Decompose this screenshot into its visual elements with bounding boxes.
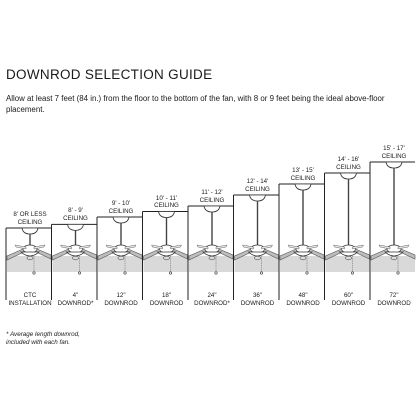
light-kit <box>158 252 176 256</box>
ceiling-word: CEILING <box>381 152 407 160</box>
downrod-length-label <box>278 292 328 307</box>
fan-blade <box>152 245 163 249</box>
downrod-word: INSTALLATION <box>8 299 52 307</box>
pull-chain-fob <box>397 272 399 274</box>
downrod-length-label <box>5 292 55 307</box>
downrod-length-label <box>369 292 416 307</box>
ceiling-height-label <box>233 178 283 193</box>
fan-blade <box>288 245 299 249</box>
fan-blade <box>125 245 136 249</box>
light-finial <box>255 256 261 260</box>
canopy <box>295 184 311 190</box>
pull-chain-fob <box>215 272 217 274</box>
fan-blade <box>171 245 182 249</box>
downrod-length-label <box>142 292 192 307</box>
pull-chain-fob <box>169 272 171 274</box>
downrod-length-label <box>51 292 101 307</box>
downrod-length: 72" <box>389 292 399 299</box>
fan-blade <box>61 245 72 249</box>
fan-blade <box>216 245 227 249</box>
ceiling-range: 10' - 11' <box>155 194 178 202</box>
downrod-word: DOWNROD* <box>57 299 94 307</box>
fan-blade <box>379 245 390 249</box>
downrod-length: 18" <box>161 292 172 299</box>
downrod-length-label <box>324 292 374 307</box>
ceiling-word: CEILING <box>17 218 43 226</box>
guide-title: DOWNROD SELECTION GUIDE <box>6 67 213 82</box>
light-finial <box>118 256 124 260</box>
light-kit <box>385 252 403 256</box>
downrod-length: 48" <box>298 292 308 299</box>
fan-blade <box>398 245 409 249</box>
ceiling-word: CEILING <box>290 174 316 182</box>
guide-description: Allow at least 7 feet (84 in.) from the floor to the bottom of the fan, with 8 or 9 feet being the ideal above-floor placement. <box>6 94 385 114</box>
footnote-line-2: included with each fan. <box>6 338 71 346</box>
ceiling-word: CEILING <box>245 185 270 193</box>
ceiling-range: 11' - 12' <box>201 189 223 196</box>
canopy <box>159 212 175 218</box>
downrod-word: DOWNROD <box>104 299 138 307</box>
ceiling-word: CEILING <box>108 207 134 215</box>
light-kit <box>249 252 267 256</box>
ceiling-range: 15' - 17' <box>383 145 405 152</box>
canopy <box>341 173 357 179</box>
downrod-length: 4" <box>72 292 79 299</box>
fan-blade <box>80 245 91 249</box>
downrod-length-label <box>96 292 146 307</box>
downrod-word: DOWNROD <box>240 299 275 307</box>
pull-chain-fob <box>260 272 262 274</box>
light-kit <box>112 252 130 256</box>
canopy <box>204 206 220 212</box>
fan-blade <box>197 245 208 249</box>
fan-blade <box>106 245 117 249</box>
fan-blade <box>262 245 273 249</box>
ceiling-height-label <box>96 200 146 215</box>
light-kit <box>294 252 312 256</box>
ceiling-range: 12' - 14' <box>246 178 269 185</box>
ceiling-word: CEILING <box>199 196 225 204</box>
ceiling-height-label <box>142 195 192 210</box>
ceiling-range: 8' OR LESS <box>13 211 47 218</box>
downrod-length-label <box>187 292 237 307</box>
ceiling-height-label <box>187 189 237 204</box>
ceiling-height-label <box>51 207 101 222</box>
ceiling-range: 9' - 10' <box>111 200 131 207</box>
downrod-word: DOWNROD <box>377 299 411 307</box>
downrod-word: DOWNROD <box>286 299 320 307</box>
downrod-length: CTC <box>23 292 37 299</box>
ceiling-range: 13' - 15' <box>292 167 314 174</box>
footnote-line-1: * Average length downrod, <box>6 331 80 338</box>
light-finial <box>27 256 33 260</box>
ceiling-word: CEILING <box>154 202 179 210</box>
light-finial <box>164 256 170 260</box>
ceiling-height-label <box>278 167 328 182</box>
light-finial <box>391 256 397 260</box>
light-finial <box>300 256 306 260</box>
pull-chain-fob <box>78 272 80 274</box>
ceiling-height-label <box>324 156 374 171</box>
fan-blade <box>353 245 364 249</box>
ceiling-word: CEILING <box>63 214 88 222</box>
downrod-length: 12" <box>116 292 126 299</box>
light-kit <box>340 252 358 256</box>
fan-blade <box>34 245 45 249</box>
fan-blade <box>243 245 254 249</box>
fan-blade <box>334 245 345 249</box>
downrod-word: DOWNROD <box>149 299 184 307</box>
canopy <box>22 228 38 234</box>
downrod-word: DOWNROD <box>331 299 366 307</box>
pull-chain-fob <box>306 272 308 274</box>
downrod-length: 24" <box>207 292 217 299</box>
fan-blade <box>15 245 26 249</box>
canopy <box>68 224 84 230</box>
downrod-length: 36" <box>252 292 263 299</box>
light-finial <box>73 256 79 260</box>
pull-chain-fob <box>124 272 126 274</box>
downrod-length-label <box>233 292 283 307</box>
light-finial <box>346 256 352 260</box>
ceiling-range: 14' - 16' <box>337 156 360 163</box>
light-kit <box>21 252 39 256</box>
canopy <box>386 162 402 168</box>
ceiling-word: CEILING <box>336 163 361 171</box>
downrod-length: 60" <box>343 292 354 299</box>
ceiling-height-label <box>5 211 55 226</box>
ceiling-height-label <box>369 145 416 160</box>
canopy <box>113 217 129 223</box>
footnote <box>6 331 80 347</box>
fan-blade <box>307 245 318 249</box>
pull-chain-fob <box>33 272 35 274</box>
light-kit <box>203 252 221 256</box>
light-finial <box>209 256 215 260</box>
ceiling-range: 8' - 9' <box>68 207 83 215</box>
canopy <box>250 195 266 201</box>
pull-chain-fob <box>351 272 353 274</box>
light-kit <box>67 252 85 256</box>
downrod-word: DOWNROD* <box>194 299 230 307</box>
